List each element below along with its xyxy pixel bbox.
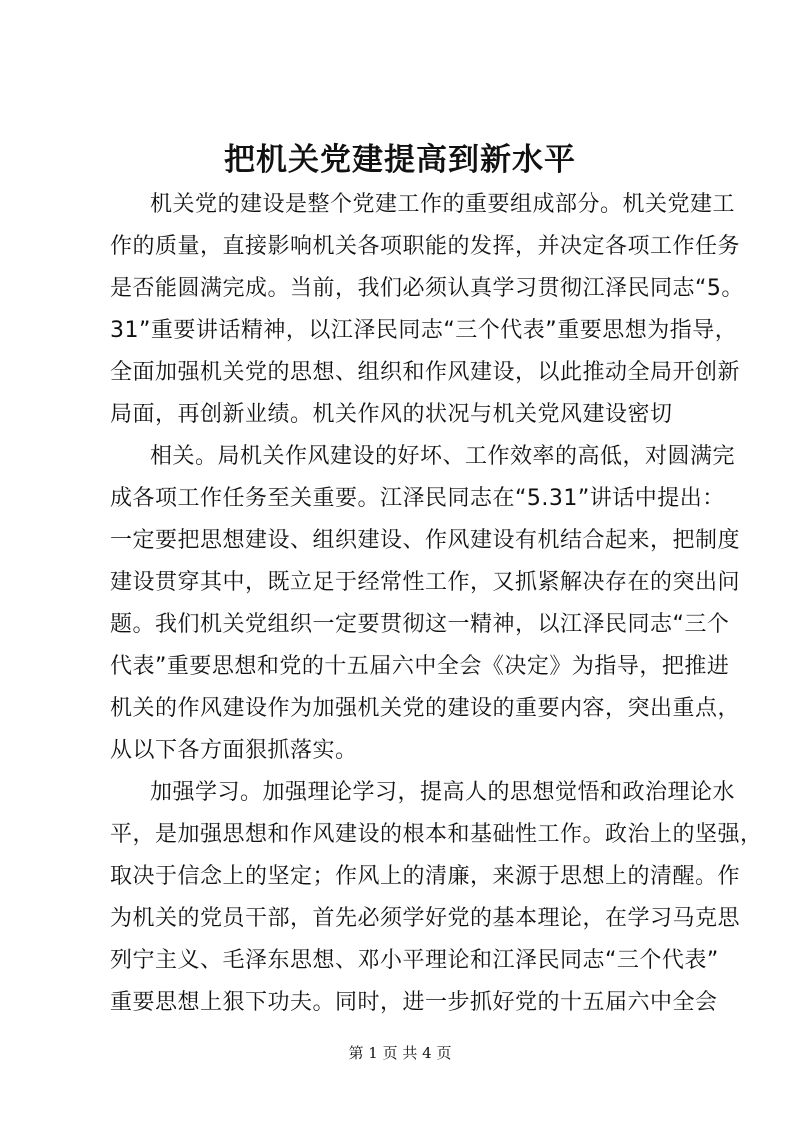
paragraph-2-line-6: 代表”重要思想和党的十五届六中全会《决定》为指导，把推进 (110, 654, 730, 679)
paragraph-3-line-2: 平，是加强思想和作风建设的根本和基础性工作。政治上的坚强， (110, 822, 763, 847)
paragraph-1-line-5: 全面加强机关党的思想、组织和作风建设，以此推动全局开创新 (110, 360, 741, 385)
paragraph-3-line-4: 为机关的党员干部，首先必须学好党的基本理论，在学习马克思 (110, 906, 741, 931)
paragraph-3-line-1: 加强学习。加强理论学习，提高人的思想觉悟和政治理论水 (150, 780, 736, 805)
paragraph-1-line-2: 作的质量，直接影响机关各项职能的发挥，并决定各项工作任务 (110, 234, 741, 259)
paragraph-3-line-3: 取决于信念上的坚定；作风上的清廉，来源于思想上的清醒。作 (110, 864, 741, 889)
paragraph-3-line-6: 重要思想上狠下功夫。同时，进一步抓好党的十五届六中全会 (110, 990, 718, 1015)
page-footer: 第 1 页 共 4 页 (348, 1044, 452, 1062)
paragraph-1-line-3: 是否能圆满完成。当前，我们必须认真学习贯彻江泽民同志“5。 (110, 276, 744, 301)
paragraph-2-line-5: 题。我们机关党组织一定要贯彻这一精神，以江泽民同志“三个 (110, 612, 730, 637)
paragraph-1-line-4: 31”重要讲话精神，以江泽民同志“三个代表”重要思想为指导， (110, 318, 738, 343)
document-title: 把机关党建提高到新水平 (224, 142, 576, 178)
paragraph-2-line-8: 从以下各方面狠抓落实。 (110, 738, 358, 763)
paragraph-2-line-4: 建设贯穿其中，既立足于经常性工作，又抓紧解决存在的突出问 (110, 570, 741, 595)
paragraph-2-line-1: 相关。局机关作风建设的好坏、工作效率的高低，对圆满完 (150, 444, 736, 469)
paragraph-2-line-7: 机关的作风建设作为加强机关党的建设的重要内容，突出重点， (110, 696, 741, 721)
paragraph-1-line-1: 机关党的建设是整个党建工作的重要组成部分。机关党建工 (150, 192, 736, 217)
paragraph-2-line-2: 成各项工作任务至关重要。江泽民同志在“5.31”讲话中提出： (110, 486, 725, 511)
paragraph-2-line-3: 一定要把思想建设、组织建设、作风建设有机结合起来，把制度 (110, 528, 741, 553)
paragraph-1-line-6: 局面，再创新业绩。机关作风的状况与机关党风建设密切 (110, 402, 673, 427)
paragraph-3-line-5: 列宁主义、毛泽东思想、邓小平理论和江泽民同志“三个代表” (110, 948, 719, 973)
